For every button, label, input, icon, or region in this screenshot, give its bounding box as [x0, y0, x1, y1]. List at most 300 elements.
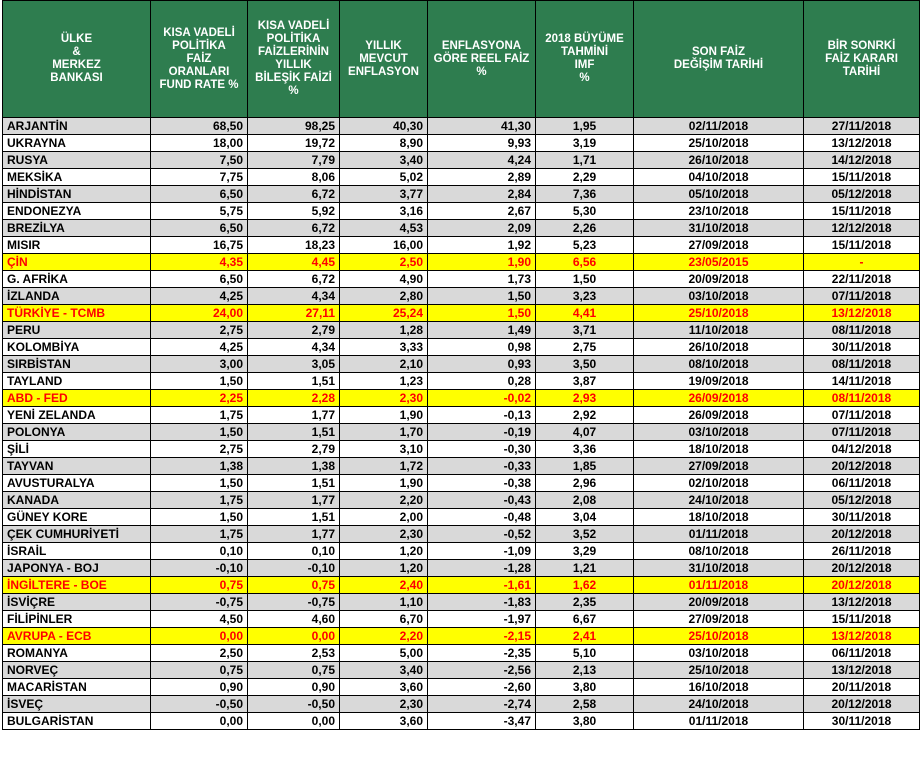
cell-inflation: 1,20: [340, 543, 428, 560]
cell-last-change-date: 11/10/2018: [634, 322, 804, 339]
cell-real-rate: -2,74: [428, 696, 536, 713]
cell-compound-rate: 1,51: [248, 509, 340, 526]
cell-next-decision-date: 22/11/2018: [804, 271, 920, 288]
cell-last-change-date: 20/09/2018: [634, 594, 804, 611]
cell-next-decision-date: 27/11/2018: [804, 118, 920, 135]
interest-rate-table: [2, 0, 920, 730]
cell-last-change-date: 26/09/2018: [634, 407, 804, 424]
cell-compound-rate: 5,92: [248, 203, 340, 220]
header-next-decision-date: BİR SONRKİ FAİZ KARARI TARİHİ: [804, 1, 920, 118]
cell-growth-forecast: 3,80: [536, 713, 634, 730]
cell-last-change-date: 24/10/2018: [634, 492, 804, 509]
cell-compound-rate: 1,77: [248, 407, 340, 424]
cell-real-rate: 0,28: [428, 373, 536, 390]
cell-growth-forecast: 4,07: [536, 424, 634, 441]
cell-next-decision-date: 13/12/2018: [804, 594, 920, 611]
cell-last-change-date: 16/10/2018: [634, 679, 804, 696]
cell-compound-rate: 4,34: [248, 288, 340, 305]
cell-country: HİNDİSTAN: [3, 186, 151, 203]
cell-last-change-date: 19/09/2018: [634, 373, 804, 390]
header-policy-rate: KISA VADELİ POLİTİKA FAİZ ORANLARI FUND RATE %: [151, 1, 248, 118]
cell-country: POLONYA: [3, 424, 151, 441]
cell-compound-rate: 19,72: [248, 135, 340, 152]
cell-growth-forecast: 2,13: [536, 662, 634, 679]
cell-real-rate: -0,13: [428, 407, 536, 424]
cell-last-change-date: 20/09/2018: [634, 271, 804, 288]
cell-real-rate: 2,09: [428, 220, 536, 237]
cell-growth-forecast: 2,08: [536, 492, 634, 509]
cell-next-decision-date: 15/11/2018: [804, 203, 920, 220]
cell-policy-rate: 4,25: [151, 288, 248, 305]
cell-next-decision-date: 08/11/2018: [804, 390, 920, 407]
cell-compound-rate: 0,75: [248, 662, 340, 679]
cell-inflation: 2,20: [340, 492, 428, 509]
cell-next-decision-date: 30/11/2018: [804, 509, 920, 526]
cell-compound-rate: 2,79: [248, 322, 340, 339]
cell-real-rate: 1,50: [428, 288, 536, 305]
cell-policy-rate: -0,75: [151, 594, 248, 611]
cell-last-change-date: 18/10/2018: [634, 441, 804, 458]
table-row: [3, 611, 920, 628]
cell-country: UKRAYNA: [3, 135, 151, 152]
cell-compound-rate: 6,72: [248, 186, 340, 203]
cell-policy-rate: 6,50: [151, 271, 248, 288]
cell-next-decision-date: 07/11/2018: [804, 288, 920, 305]
cell-real-rate: -0,43: [428, 492, 536, 509]
table-row: [3, 237, 920, 254]
cell-real-rate: 2,84: [428, 186, 536, 203]
cell-compound-rate: 1,51: [248, 424, 340, 441]
cell-compound-rate: 0,00: [248, 713, 340, 730]
cell-growth-forecast: 2,41: [536, 628, 634, 645]
cell-real-rate: 4,24: [428, 152, 536, 169]
header-row: [3, 1, 920, 118]
cell-inflation: 40,30: [340, 118, 428, 135]
header-growth-forecast: 2018 BÜYÜME TAHMİNİ IMF %: [536, 1, 634, 118]
cell-policy-rate: 2,50: [151, 645, 248, 662]
cell-growth-forecast: 7,36: [536, 186, 634, 203]
cell-real-rate: 1,73: [428, 271, 536, 288]
cell-next-decision-date: 20/12/2018: [804, 560, 920, 577]
cell-policy-rate: 6,50: [151, 186, 248, 203]
cell-compound-rate: 2,79: [248, 441, 340, 458]
cell-real-rate: -3,47: [428, 713, 536, 730]
header-real-rate: ENFLASYONA GÖRE REEL FAİZ %: [428, 1, 536, 118]
table-row: [3, 509, 920, 526]
cell-policy-rate: 18,00: [151, 135, 248, 152]
cell-policy-rate: 2,25: [151, 390, 248, 407]
cell-country: KOLOMBİYA: [3, 339, 151, 356]
cell-last-change-date: 24/10/2018: [634, 696, 804, 713]
cell-next-decision-date: 15/11/2018: [804, 237, 920, 254]
cell-country: BULGARİSTAN: [3, 713, 151, 730]
cell-country: İSVİÇRE: [3, 594, 151, 611]
table-row: [3, 220, 920, 237]
cell-compound-rate: 0,75: [248, 577, 340, 594]
cell-policy-rate: 1,75: [151, 407, 248, 424]
cell-inflation: 3,16: [340, 203, 428, 220]
cell-country: TÜRKİYE - TCMB: [3, 305, 151, 322]
cell-growth-forecast: 1,85: [536, 458, 634, 475]
cell-inflation: 16,00: [340, 237, 428, 254]
table-row: [3, 645, 920, 662]
cell-inflation: 3,77: [340, 186, 428, 203]
cell-country: TAYLAND: [3, 373, 151, 390]
cell-inflation: 2,40: [340, 577, 428, 594]
table-row: [3, 679, 920, 696]
cell-policy-rate: 0,75: [151, 577, 248, 594]
header-inflation: YILLIK MEVCUT ENFLASYON: [340, 1, 428, 118]
cell-growth-forecast: 2,26: [536, 220, 634, 237]
cell-inflation: 5,02: [340, 169, 428, 186]
cell-compound-rate: 1,77: [248, 492, 340, 509]
cell-real-rate: 41,30: [428, 118, 536, 135]
cell-policy-rate: 3,00: [151, 356, 248, 373]
cell-real-rate: 1,90: [428, 254, 536, 271]
cell-next-decision-date: 20/12/2018: [804, 526, 920, 543]
cell-inflation: 1,23: [340, 373, 428, 390]
cell-policy-rate: -0,50: [151, 696, 248, 713]
cell-last-change-date: 03/10/2018: [634, 424, 804, 441]
cell-compound-rate: 1,38: [248, 458, 340, 475]
cell-compound-rate: 4,60: [248, 611, 340, 628]
table-row: [3, 186, 920, 203]
cell-policy-rate: 1,50: [151, 475, 248, 492]
cell-inflation: 6,70: [340, 611, 428, 628]
cell-growth-forecast: 2,92: [536, 407, 634, 424]
cell-growth-forecast: 3,52: [536, 526, 634, 543]
cell-next-decision-date: 15/11/2018: [804, 169, 920, 186]
table-row: [3, 713, 920, 730]
cell-country: GÜNEY KORE: [3, 509, 151, 526]
cell-real-rate: -0,38: [428, 475, 536, 492]
cell-policy-rate: 1,50: [151, 424, 248, 441]
cell-policy-rate: 2,75: [151, 322, 248, 339]
cell-next-decision-date: 07/11/2018: [804, 407, 920, 424]
cell-growth-forecast: 3,80: [536, 679, 634, 696]
cell-next-decision-date: 06/11/2018: [804, 475, 920, 492]
cell-next-decision-date: 08/11/2018: [804, 322, 920, 339]
cell-policy-rate: 7,75: [151, 169, 248, 186]
cell-policy-rate: 2,75: [151, 441, 248, 458]
cell-real-rate: 1,50: [428, 305, 536, 322]
cell-country: ABD - FED: [3, 390, 151, 407]
cell-growth-forecast: 4,41: [536, 305, 634, 322]
cell-last-change-date: 27/09/2018: [634, 237, 804, 254]
cell-policy-rate: 0,00: [151, 713, 248, 730]
cell-last-change-date: 08/10/2018: [634, 543, 804, 560]
cell-compound-rate: 4,45: [248, 254, 340, 271]
cell-growth-forecast: 1,50: [536, 271, 634, 288]
cell-inflation: 4,90: [340, 271, 428, 288]
cell-last-change-date: 31/10/2018: [634, 560, 804, 577]
cell-growth-forecast: 2,93: [536, 390, 634, 407]
cell-policy-rate: 68,50: [151, 118, 248, 135]
cell-compound-rate: 2,28: [248, 390, 340, 407]
table-row: [3, 662, 920, 679]
table-row: [3, 390, 920, 407]
cell-growth-forecast: 5,10: [536, 645, 634, 662]
cell-compound-rate: 1,51: [248, 475, 340, 492]
cell-real-rate: -1,83: [428, 594, 536, 611]
cell-country: TAYVAN: [3, 458, 151, 475]
cell-country: İZLANDA: [3, 288, 151, 305]
cell-compound-rate: -0,10: [248, 560, 340, 577]
cell-policy-rate: -0,10: [151, 560, 248, 577]
cell-inflation: 3,60: [340, 679, 428, 696]
cell-growth-forecast: 3,50: [536, 356, 634, 373]
header-compound-rate: KISA VADELİ POLİTİKA FAİZLERİNİN YILLIK BİLEŞİK FAİZİ %: [248, 1, 340, 118]
cell-policy-rate: 1,50: [151, 373, 248, 390]
cell-real-rate: -2,60: [428, 679, 536, 696]
cell-next-decision-date: 14/12/2018: [804, 152, 920, 169]
cell-last-change-date: 27/09/2018: [634, 458, 804, 475]
cell-next-decision-date: 13/12/2018: [804, 135, 920, 152]
cell-country: YENİ ZELANDA: [3, 407, 151, 424]
cell-last-change-date: 01/11/2018: [634, 577, 804, 594]
cell-inflation: 3,40: [340, 152, 428, 169]
cell-inflation: 4,53: [340, 220, 428, 237]
cell-inflation: 3,33: [340, 339, 428, 356]
table-row: [3, 492, 920, 509]
cell-inflation: 1,20: [340, 560, 428, 577]
table-row: [3, 339, 920, 356]
table-row: [3, 424, 920, 441]
cell-real-rate: 0,98: [428, 339, 536, 356]
table-row: [3, 458, 920, 475]
cell-policy-rate: 1,50: [151, 509, 248, 526]
cell-real-rate: -0,52: [428, 526, 536, 543]
cell-last-change-date: 25/10/2018: [634, 135, 804, 152]
cell-policy-rate: 16,75: [151, 237, 248, 254]
cell-country: İNGİLTERE - BOE: [3, 577, 151, 594]
cell-growth-forecast: 3,29: [536, 543, 634, 560]
cell-last-change-date: 25/10/2018: [634, 662, 804, 679]
cell-growth-forecast: 2,96: [536, 475, 634, 492]
cell-country: ŞİLİ: [3, 441, 151, 458]
cell-country: AVUSTURALYA: [3, 475, 151, 492]
cell-growth-forecast: 2,35: [536, 594, 634, 611]
cell-compound-rate: 6,72: [248, 220, 340, 237]
cell-inflation: 25,24: [340, 305, 428, 322]
cell-next-decision-date: 20/11/2018: [804, 679, 920, 696]
table-row: [3, 135, 920, 152]
cell-growth-forecast: 5,23: [536, 237, 634, 254]
cell-compound-rate: 4,34: [248, 339, 340, 356]
cell-compound-rate: 6,72: [248, 271, 340, 288]
cell-policy-rate: 4,25: [151, 339, 248, 356]
cell-growth-forecast: 5,30: [536, 203, 634, 220]
cell-inflation: 2,10: [340, 356, 428, 373]
cell-inflation: 3,40: [340, 662, 428, 679]
cell-last-change-date: 25/10/2018: [634, 305, 804, 322]
cell-policy-rate: 0,90: [151, 679, 248, 696]
cell-country: SIRBİSTAN: [3, 356, 151, 373]
table-row: [3, 560, 920, 577]
cell-inflation: 2,30: [340, 526, 428, 543]
cell-last-change-date: 26/10/2018: [634, 339, 804, 356]
cell-policy-rate: 1,75: [151, 492, 248, 509]
cell-policy-rate: 0,00: [151, 628, 248, 645]
cell-real-rate: -0,19: [428, 424, 536, 441]
cell-country: ARJANTİN: [3, 118, 151, 135]
cell-compound-rate: 27,11: [248, 305, 340, 322]
cell-next-decision-date: 05/12/2018: [804, 492, 920, 509]
cell-country: ROMANYA: [3, 645, 151, 662]
cell-last-change-date: 31/10/2018: [634, 220, 804, 237]
cell-last-change-date: 02/10/2018: [634, 475, 804, 492]
cell-growth-forecast: 2,58: [536, 696, 634, 713]
cell-last-change-date: 05/10/2018: [634, 186, 804, 203]
cell-country: İSRAİL: [3, 543, 151, 560]
cell-growth-forecast: 1,71: [536, 152, 634, 169]
cell-real-rate: 0,93: [428, 356, 536, 373]
cell-inflation: 1,90: [340, 475, 428, 492]
cell-policy-rate: 4,35: [151, 254, 248, 271]
cell-inflation: 3,60: [340, 713, 428, 730]
cell-last-change-date: 08/10/2018: [634, 356, 804, 373]
cell-inflation: 5,00: [340, 645, 428, 662]
cell-country: JAPONYA - BOJ: [3, 560, 151, 577]
cell-last-change-date: 04/10/2018: [634, 169, 804, 186]
cell-compound-rate: 2,53: [248, 645, 340, 662]
cell-next-decision-date: 08/11/2018: [804, 356, 920, 373]
cell-last-change-date: 27/09/2018: [634, 611, 804, 628]
table-row: [3, 441, 920, 458]
cell-inflation: 2,50: [340, 254, 428, 271]
cell-next-decision-date: 13/12/2018: [804, 628, 920, 645]
cell-inflation: 1,90: [340, 407, 428, 424]
cell-growth-forecast: 3,04: [536, 509, 634, 526]
cell-policy-rate: 7,50: [151, 152, 248, 169]
cell-compound-rate: 1,51: [248, 373, 340, 390]
cell-next-decision-date: 20/12/2018: [804, 458, 920, 475]
cell-growth-forecast: 3,19: [536, 135, 634, 152]
table-row: [3, 203, 920, 220]
cell-growth-forecast: 6,56: [536, 254, 634, 271]
cell-country: RUSYA: [3, 152, 151, 169]
cell-country: ENDONEZYA: [3, 203, 151, 220]
cell-growth-forecast: 3,36: [536, 441, 634, 458]
cell-real-rate: 9,93: [428, 135, 536, 152]
cell-growth-forecast: 2,75: [536, 339, 634, 356]
cell-real-rate: -0,48: [428, 509, 536, 526]
cell-inflation: 1,70: [340, 424, 428, 441]
table-row: [3, 288, 920, 305]
cell-growth-forecast: 3,23: [536, 288, 634, 305]
cell-last-change-date: 01/11/2018: [634, 526, 804, 543]
cell-last-change-date: 03/10/2018: [634, 288, 804, 305]
cell-last-change-date: 18/10/2018: [634, 509, 804, 526]
cell-real-rate: -1,09: [428, 543, 536, 560]
table-row: [3, 118, 920, 135]
cell-inflation: 2,00: [340, 509, 428, 526]
table-row: [3, 628, 920, 645]
cell-country: G. AFRİKA: [3, 271, 151, 288]
cell-country: ÇİN: [3, 254, 151, 271]
cell-real-rate: 2,89: [428, 169, 536, 186]
cell-next-decision-date: -: [804, 254, 920, 271]
cell-compound-rate: 98,25: [248, 118, 340, 135]
header-last-change-date: SON FAİZ DEĞİŞİM TARİHİ: [634, 1, 804, 118]
cell-next-decision-date: 30/11/2018: [804, 339, 920, 356]
cell-real-rate: -0,33: [428, 458, 536, 475]
cell-next-decision-date: 20/12/2018: [804, 696, 920, 713]
cell-inflation: 2,30: [340, 696, 428, 713]
cell-compound-rate: 18,23: [248, 237, 340, 254]
cell-country: İSVEÇ: [3, 696, 151, 713]
header-country: ÜLKE & MERKEZ BANKASI: [3, 1, 151, 118]
cell-policy-rate: 6,50: [151, 220, 248, 237]
cell-next-decision-date: 06/11/2018: [804, 645, 920, 662]
cell-policy-rate: 24,00: [151, 305, 248, 322]
cell-growth-forecast: 1,95: [536, 118, 634, 135]
cell-compound-rate: 1,77: [248, 526, 340, 543]
cell-inflation: 3,10: [340, 441, 428, 458]
cell-last-change-date: 23/10/2018: [634, 203, 804, 220]
cell-next-decision-date: 05/12/2018: [804, 186, 920, 203]
cell-inflation: 1,10: [340, 594, 428, 611]
cell-last-change-date: 25/10/2018: [634, 628, 804, 645]
cell-real-rate: 2,67: [428, 203, 536, 220]
cell-next-decision-date: 14/11/2018: [804, 373, 920, 390]
cell-compound-rate: 0,10: [248, 543, 340, 560]
cell-policy-rate: 1,38: [151, 458, 248, 475]
table-row: [3, 356, 920, 373]
cell-policy-rate: 0,75: [151, 662, 248, 679]
table-row: [3, 475, 920, 492]
cell-real-rate: -1,61: [428, 577, 536, 594]
cell-policy-rate: 5,75: [151, 203, 248, 220]
cell-next-decision-date: 13/12/2018: [804, 662, 920, 679]
cell-country: PERU: [3, 322, 151, 339]
cell-inflation: 1,72: [340, 458, 428, 475]
cell-real-rate: -2,15: [428, 628, 536, 645]
cell-compound-rate: 8,06: [248, 169, 340, 186]
cell-next-decision-date: 26/11/2018: [804, 543, 920, 560]
cell-country: BREZİLYA: [3, 220, 151, 237]
cell-policy-rate: 1,75: [151, 526, 248, 543]
cell-growth-forecast: 2,29: [536, 169, 634, 186]
cell-next-decision-date: 04/12/2018: [804, 441, 920, 458]
cell-real-rate: -1,28: [428, 560, 536, 577]
cell-real-rate: 1,92: [428, 237, 536, 254]
cell-last-change-date: 26/10/2018: [634, 152, 804, 169]
cell-next-decision-date: 07/11/2018: [804, 424, 920, 441]
cell-country: NORVEÇ: [3, 662, 151, 679]
cell-next-decision-date: 13/12/2018: [804, 305, 920, 322]
cell-policy-rate: 4,50: [151, 611, 248, 628]
cell-compound-rate: -0,50: [248, 696, 340, 713]
cell-compound-rate: 7,79: [248, 152, 340, 169]
table-row: [3, 254, 920, 271]
cell-last-change-date: 02/11/2018: [634, 118, 804, 135]
cell-inflation: 2,20: [340, 628, 428, 645]
cell-real-rate: -0,30: [428, 441, 536, 458]
table-row: [3, 152, 920, 169]
cell-country: AVRUPA - ECB: [3, 628, 151, 645]
cell-compound-rate: -0,75: [248, 594, 340, 611]
cell-growth-forecast: 3,87: [536, 373, 634, 390]
cell-inflation: 2,30: [340, 390, 428, 407]
cell-growth-forecast: 6,67: [536, 611, 634, 628]
table-row: [3, 271, 920, 288]
table-row: [3, 594, 920, 611]
cell-last-change-date: 23/05/2015: [634, 254, 804, 271]
table-body: [3, 118, 920, 730]
table-row: [3, 543, 920, 560]
cell-real-rate: -0,02: [428, 390, 536, 407]
